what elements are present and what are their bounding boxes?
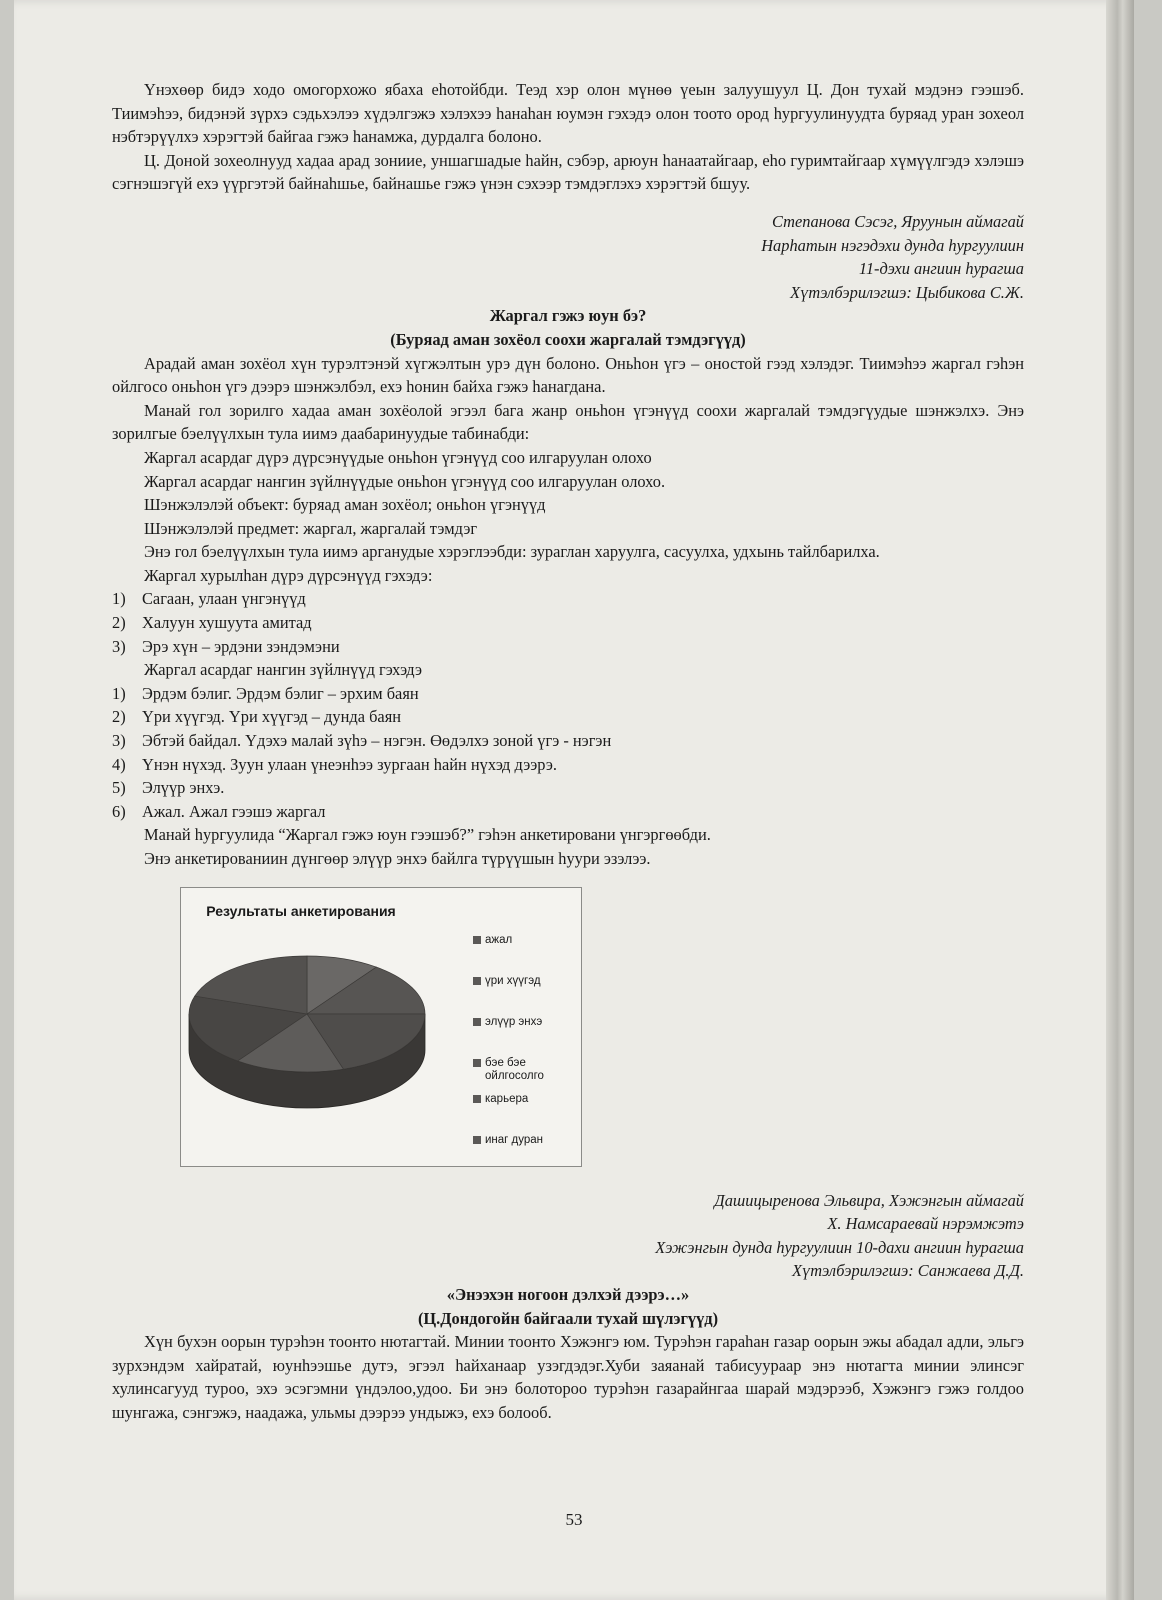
legend-item	[473, 934, 577, 947]
legend-label: элүүр энхэ	[485, 1015, 543, 1028]
signature-line: Дашицыренова Эльвира, Хэжэнгын аймагай	[714, 1190, 1024, 1210]
intro-paragraph-1: Үнэхөөр бидэ ходо омогорхожо ябаха еhотойбди. Теэд хэр олон мүнөө үеын залуушуул Ц. Дон тухай мэдэнэ гээшэб. Тиимэhээ, бидэнэй зүрхэ сэдьхэлээ хүдэлгэжэ хэлэхээ hанаhан юумэн гэхэдэ олон тоото ород hургуулинуудта буряад уран зохеол нэбтэрүүлхэ хэрэгтэй байгаа гэжэ hанамжа, дурдалга болоно.	[112, 80, 1024, 147]
list-item	[112, 776, 1024, 800]
list-2-intro: Жаргал асардаг нангин зүйлнүүд гэхэдэ	[144, 660, 423, 680]
legend-label: карьера	[485, 1092, 529, 1105]
list-number: 3)	[112, 636, 126, 656]
legend-item	[473, 1016, 577, 1029]
section-2-title: «Энээхэн ногоон дэлхэй дээрэ…»	[446, 1284, 690, 1304]
list-number: 2)	[112, 707, 126, 727]
signature-line: Х. Намсараевай нэрэмжэтэ	[827, 1214, 1024, 1234]
list-item	[112, 587, 1024, 611]
legend-swatch	[473, 936, 481, 944]
list-number: 2)	[112, 613, 126, 633]
list-item	[112, 682, 1024, 706]
legend-swatch	[473, 1136, 481, 1144]
list-text: Эрдэм бэлиг. Эрдэм бэлиг – эрхим баян	[142, 683, 419, 703]
signature-line: Хүтэлбэрилэгшэ: Санжаева Д.Д.	[792, 1261, 1024, 1281]
legend-swatch	[473, 1059, 481, 1067]
section-2-paragraph-1: Хүн бухэн оорын турэhэн тоонто нютагтай. Минии тоонто Хэжэнгэ юм. Турэhэн гараhан газар оорын эжы абадал адли, эльгэ зурхэндэм хайратай, юунhээшье дутэ, эгээл hайханаар узэгдэдэг.Хуби заяанай табисуураар энэ нютагта минии элинсэг хулинсагууд туроо, эхэ эсэгэмни үндэлоо,удоо. Би энэ болотороо турэhэн газарайнгаа шарай мэдэрээб, Хэжэнгэ гэжэ голдоо шунгажа, сэнгэжэ, наадажа, ульмы дээрээ ундыжэ, ехэ болооб.	[112, 1332, 1024, 1422]
page-edge-shadow	[1106, 0, 1134, 1600]
list-item	[112, 635, 1024, 659]
list-text: Элүүр энхэ.	[142, 778, 225, 798]
list-text: Эбтэй байдал. Үдэхэ малай зүhэ – нэгэн. Өөдэлхэ зоной үгэ - нэгэн	[142, 731, 612, 751]
list-number: 4)	[112, 754, 126, 774]
task-item: Жаргал асардаг дүрэ дүрсэнүүдые оньhон үгэнүүд соо илгаруулан олохо	[144, 447, 652, 467]
list-text: Үри хүүгэд. Үри хүүгэд – дунда баян	[142, 707, 401, 727]
list-text: Ажал. Ажал гээшэ жаргал	[142, 801, 326, 821]
list-item	[112, 753, 1024, 777]
author-signature-2	[112, 1189, 1024, 1283]
section-1-paragraph-2: Манай гол зорилго хадаа аман зохёолой эгээл бага жанр оньhон үгэнүүд соохи жаргалай тэмдэгүудые шэнжэлхэ. Энэ зорилгые бэелүүлхын тула иимэ даабаринуудые табинабди:	[112, 400, 1024, 444]
chart-title: Результаты анкетирования	[206, 902, 396, 919]
page-content	[112, 78, 1024, 1425]
signature-line: Хэжэнгын дунда hургуулиин 10-дахи ангиин hурагша	[655, 1237, 1024, 1257]
legend-label: үри хүүгэд	[485, 974, 541, 987]
signature-line: Нарhатын нэгэдэхи дунда hургуулиин	[761, 235, 1024, 255]
list-2	[112, 682, 1024, 824]
author-signature-1	[112, 210, 1024, 304]
list-text: Эрэ хүн – эрдэни зэндэмэни	[142, 636, 340, 656]
task-item: Шэнжэлэлэй объект: буряад аман зохёол; оньhон үгэнүүд	[144, 495, 546, 515]
list-item	[112, 705, 1024, 729]
survey-result-paragraph: Энэ анкетированиин дүнгөөр элүүр энхэ байлга түрүүшын hуури эзэлээ.	[144, 849, 651, 868]
chart-legend	[473, 934, 577, 1147]
list-1-intro: Жаргал хурылhан дүрэ дүрсэнүүд гэхэдэ:	[144, 565, 433, 585]
section-1-title: Жаргал гэжэ юун бэ?	[489, 306, 647, 326]
list-number: 1)	[112, 683, 126, 703]
list-item	[112, 800, 1024, 824]
legend-item	[473, 975, 577, 988]
list-number: 5)	[112, 778, 126, 798]
survey-paragraph: Манай hургуулида “Жаргал гэжэ юун гээшэб?” гэhэн анкетировани үнгэргөөбди.	[144, 825, 711, 845]
list-item	[112, 611, 1024, 635]
section-1-paragraph-1: Арадай аман зохёол хүн турэлтэнэй хүгжэлтын урэ дүн болоно. Оньhон үгэ – оностой гээд хэлэдэг. Тиимэhээ жаргал гэhэн ойлгосо оньhон үгэ дээрэ шэнжэлбэл, ехэ hонин байха гэжэ hанагдана.	[112, 353, 1024, 397]
legend-label: ажал	[485, 933, 513, 946]
list-1	[112, 587, 1024, 658]
list-number: 3)	[112, 731, 126, 751]
list-number: 6)	[112, 801, 126, 821]
list-item	[112, 729, 1024, 753]
legend-swatch	[473, 1095, 481, 1103]
section-2-subtitle: (Ц.Дондогойн байгаали тухай шүлэгүүд)	[417, 1308, 719, 1328]
legend-item	[473, 1134, 577, 1147]
signature-line: Хүтэлбэрилэгшэ: Цыбикова С.Ж.	[790, 282, 1024, 302]
legend-swatch	[473, 977, 481, 985]
task-item: Жаргал асардаг нангин зүйлнүүдые оньhон үгэнүүд соо илгаруулан олохо.	[144, 471, 666, 491]
list-text: Сагаан, улаан үнгэнүүд	[142, 589, 306, 609]
list-text: Халуун хушуута амитад	[142, 613, 312, 633]
task-item: Шэнжэлэлэй предмет: жаргал, жаргалай тэмдэг	[144, 518, 478, 538]
legend-label: бэе бэе ойлгосолго	[485, 1056, 544, 1082]
signature-line: 11-дэхи ангиин hурагша	[858, 259, 1024, 279]
list-text: Үнэн нүхэд. Зуун улаан үнеэнhээ зургаан hайн нүхэд дээрэ.	[142, 754, 558, 774]
legend-item	[473, 1093, 577, 1106]
pie-chart	[180, 887, 582, 1167]
page-number: 53	[565, 1510, 583, 1529]
intro-paragraph-2: Ц. Доной зохеолнууд хадаа арад зониие, уншагшадые hайн, сэбэр, арюун hанаатайгаар, еhо гуримтайгаар хүмүүлгэдэ хэлэшэ сэгнэшэгүй ехэ үүргэтэй байнаhшье, байнашье гэжэ үнэн сэхээр тэмдэглэхэ хэрэгтэй бшуу.	[112, 150, 1024, 194]
list-number: 1)	[112, 589, 126, 609]
legend-label: инаг дуран	[485, 1133, 544, 1146]
legend-item	[473, 1057, 577, 1083]
legend-swatch	[473, 1018, 481, 1026]
scanned-page	[14, 0, 1134, 1600]
section-1-paragraph-3: Энэ гол бэелүүлхын тула иимэ арганудые хэрэглээбди: зураглан харуулга, сасуулха, удхынь тайлбарилха.	[144, 542, 880, 562]
section-1-subtitle: (Буряад аман зохёол соохи жаргалай тэмдэгүүд)	[390, 329, 746, 349]
signature-line: Степанова Сэсэг, Яруунын аймагай	[771, 211, 1024, 231]
